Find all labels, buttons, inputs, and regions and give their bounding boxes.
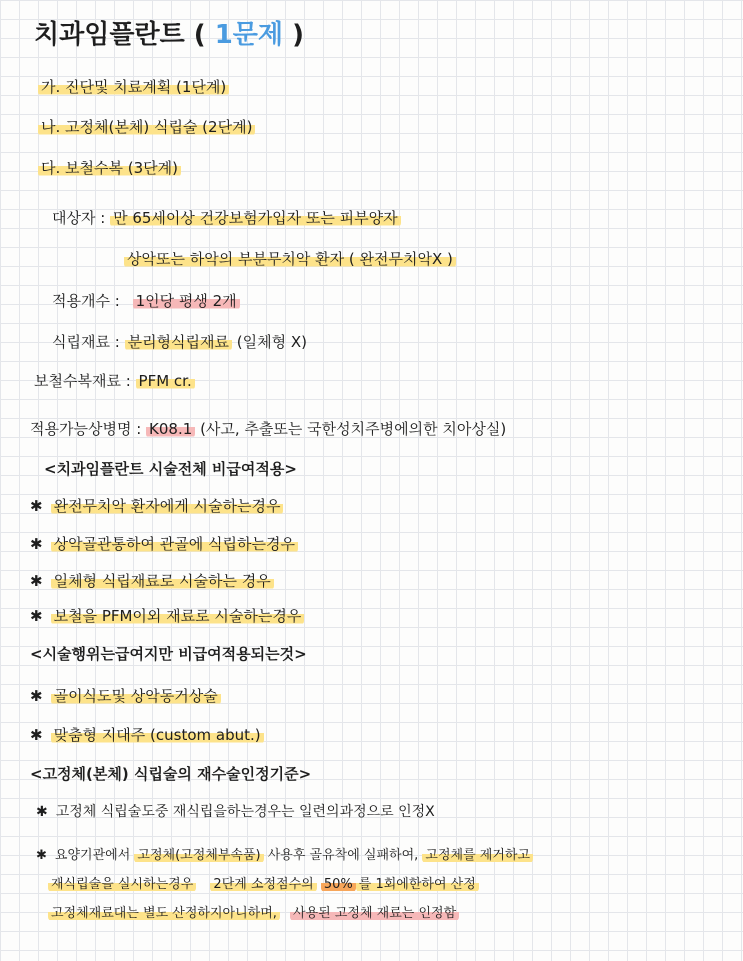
title-prefix: 치과임플란트 ( bbox=[34, 20, 215, 50]
prosthesis-value: PFM cr. bbox=[136, 372, 195, 390]
step-3 bbox=[38, 157, 181, 179]
disease-row bbox=[30, 418, 506, 440]
section1-heading: <치과임플란트 시술전체 비급여적용> bbox=[44, 460, 297, 478]
section2-item-text: 맞춤형 지대주 (custom abut.) bbox=[51, 726, 264, 744]
step-2 bbox=[38, 116, 255, 138]
count-label: 적용개수 : bbox=[52, 292, 120, 310]
material-value: 분리형식립재료 bbox=[125, 333, 232, 351]
disease-label: 적용가능상병명 : bbox=[30, 420, 142, 438]
section3-item2-p2: 사용후 골유착에 실패하여, bbox=[267, 848, 419, 863]
title-suffix: ) bbox=[283, 20, 304, 50]
step-2-text: 나. 고정체(본체) 식립술 (2단계) bbox=[38, 118, 255, 136]
section1-item-text: 상악골관통하여 관골에 식립하는경우 bbox=[51, 535, 298, 553]
section2-item bbox=[30, 685, 221, 707]
section1-item-text: 완전무치악 환자에게 시술하는경우 bbox=[51, 497, 284, 515]
material-row bbox=[52, 331, 307, 353]
asterisk-icon: ✱ bbox=[30, 687, 43, 705]
section3-item-2-line-1 bbox=[36, 845, 533, 867]
section3-item2-h8: 사용된 고정체 재료는 인정함 bbox=[290, 906, 459, 921]
section1-item bbox=[30, 495, 283, 517]
section3-item-1 bbox=[36, 801, 435, 823]
section3-heading: <고정체(본체) 식립술의 재수술인정기준> bbox=[30, 765, 312, 783]
section2-item-text: 골이식도및 상악동거상술 bbox=[51, 687, 221, 705]
section3-item2-h2: 고정체를 제거하고 bbox=[422, 848, 533, 863]
disease-desc: (사고, 추출또는 국한성치주병에의한 치아상실) bbox=[200, 420, 507, 438]
target-row bbox=[52, 207, 401, 229]
material-note: (일체형 X) bbox=[236, 333, 308, 351]
step-3-text: 다. 보철수복 (3단계) bbox=[38, 159, 181, 177]
prosthesis-label: 보철수복재료 : bbox=[34, 372, 131, 390]
page-title bbox=[34, 18, 304, 52]
asterisk-icon: ✱ bbox=[30, 535, 43, 553]
title-number: 1문제 bbox=[214, 20, 284, 50]
asterisk-icon: ✱ bbox=[30, 607, 43, 625]
section3-item1-text: 고정체 식립술도중 재식립을하는경우는 일련의과정으로 인정X bbox=[55, 804, 435, 820]
section3-item2-h1: 고정체(고정체부속품) bbox=[134, 848, 263, 863]
prosthesis-row bbox=[34, 370, 195, 392]
section2-item bbox=[30, 724, 264, 746]
target-line2: 상악또는 하악의 부분무치악 환자 ( 완전무치악X ) bbox=[124, 250, 456, 268]
section3-item2-p1: 요양기관에서 bbox=[54, 848, 131, 863]
section1-item bbox=[30, 570, 274, 592]
section3-item2-h4: 2단계 소정점수의 bbox=[210, 877, 316, 892]
section3-item-2-line-2 bbox=[48, 874, 479, 896]
section2-heading: <시술행위는급여지만 비급여적용되는것> bbox=[30, 645, 307, 663]
step-1 bbox=[38, 76, 229, 98]
section3-item2-h5: 50% bbox=[321, 877, 356, 892]
section3-item2-h3: 재식립술을 실시하는경우 bbox=[48, 877, 196, 892]
target-row-2 bbox=[124, 248, 456, 270]
section1-item-text: 보철을 PFM이외 재료로 시술하는경우 bbox=[51, 607, 305, 625]
disease-code: K08.1 bbox=[146, 420, 195, 438]
asterisk-icon: ✱ bbox=[30, 497, 43, 515]
section1-item-text: 일체형 식립재료로 시술하는 경우 bbox=[51, 572, 274, 590]
asterisk-icon: ✱ bbox=[30, 572, 43, 590]
section3-item2-h7: 고정체재료대는 별도 산정하지아니하며, bbox=[48, 906, 280, 921]
section1-item bbox=[30, 533, 298, 555]
step-1-text: 가. 진단및 치료계획 (1단계) bbox=[38, 78, 229, 96]
count-value: 1인당 평생 2개 bbox=[133, 292, 240, 310]
asterisk-icon: ✱ bbox=[30, 726, 43, 744]
section3-item-2-line-3 bbox=[48, 903, 459, 925]
asterisk-icon: ✱ bbox=[36, 804, 48, 820]
material-label: 식립재료 : bbox=[52, 333, 120, 351]
section3-item2-h6: 를 1회에한하여 산정 bbox=[356, 877, 479, 892]
target-label: 대상자 : bbox=[52, 209, 106, 227]
target-line1: 만 65세이상 건강보험가입자 또는 피부양자 bbox=[110, 209, 401, 227]
asterisk-icon: ✱ bbox=[36, 848, 47, 863]
section1-item bbox=[30, 605, 304, 627]
count-row bbox=[52, 290, 240, 312]
